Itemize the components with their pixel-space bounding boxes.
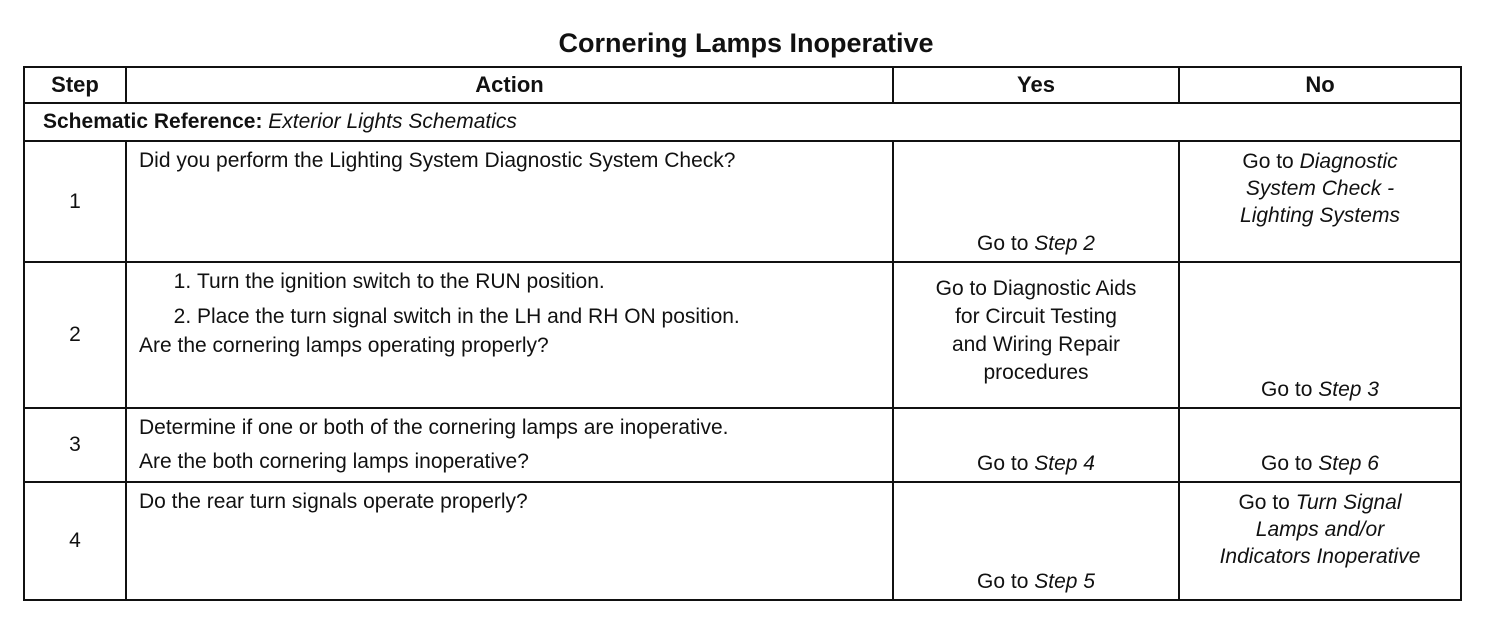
goto-prefix: Go to: [1242, 150, 1294, 173]
procedure-item: 1. Turn the ignition switch to the RUN position.: [197, 269, 882, 295]
schematic-reference-row: [24, 103, 1461, 141]
goto-target[interactable]: Lighting Systems: [1240, 204, 1400, 227]
step-number: 2: [24, 262, 126, 408]
goto-text: procedures: [983, 361, 1089, 384]
action-cell: [126, 141, 893, 262]
question-text: Do the rear turn signals operate properly?: [139, 490, 528, 513]
goto-target[interactable]: Lamps and/or: [1255, 518, 1385, 541]
goto-text: and Wiring Repair: [951, 333, 1121, 356]
statement-text: Determine if one or both of the cornering lamps are inoperative.: [139, 416, 729, 439]
goto-text: Go to Diagnostic Aids: [935, 277, 1137, 300]
question-text: Are the cornering lamps operating properly?: [139, 334, 549, 357]
page-title: Cornering Lamps Inoperative: [558, 28, 934, 58]
table-row: [24, 262, 1461, 408]
step-number: 4: [24, 482, 126, 600]
action-cell: [126, 262, 893, 408]
goto-target[interactable]: Step 3: [1318, 378, 1379, 401]
schematic-reference-label: Schematic Reference:: [43, 110, 263, 133]
table-row: [24, 482, 1461, 600]
yes-goto[interactable]: [894, 263, 1178, 387]
goto-text: for Circuit Testing: [955, 305, 1117, 328]
goto-target[interactable]: Step 2: [1034, 232, 1095, 255]
yes-cell: [893, 408, 1179, 482]
step-number: 1: [24, 141, 126, 262]
goto-prefix: Go to: [1261, 378, 1313, 401]
goto-target[interactable]: Indicators Inoperative: [1219, 545, 1421, 568]
table-row: [24, 141, 1461, 262]
goto-target[interactable]: Step 4: [1034, 452, 1095, 475]
yes-goto[interactable]: [894, 231, 1178, 257]
goto-target[interactable]: Step 6: [1318, 452, 1379, 475]
goto-prefix: Go to: [977, 452, 1029, 475]
procedure-item: 2. Place the turn signal switch in the LH and RH ON position.: [197, 304, 882, 330]
yes-cell: [893, 262, 1179, 408]
header-yes: Yes: [893, 67, 1179, 103]
diagnostic-table: [23, 66, 1462, 601]
header-action: Action: [126, 67, 893, 103]
no-goto[interactable]: [1180, 483, 1460, 570]
yes-goto[interactable]: [894, 451, 1178, 477]
goto-prefix: Go to: [977, 570, 1029, 593]
goto-prefix: Go to: [1238, 491, 1290, 514]
procedure-list: [139, 269, 882, 330]
goto-target[interactable]: Step 5: [1034, 570, 1095, 593]
header-no: No: [1179, 67, 1461, 103]
no-goto[interactable]: [1180, 142, 1460, 229]
schematic-reference-link[interactable]: Exterior Lights Schematics: [268, 110, 517, 133]
header-step: Step: [24, 67, 126, 103]
yes-goto[interactable]: [894, 569, 1178, 595]
question-text: Did you perform the Lighting System Diagnostic System Check?: [139, 149, 736, 172]
action-cell: [126, 408, 893, 482]
yes-cell: [893, 482, 1179, 600]
schematic-reference: [24, 103, 1461, 141]
no-cell: [1179, 482, 1461, 600]
header-row: [24, 67, 1461, 103]
goto-target[interactable]: System Check -: [1245, 177, 1395, 200]
no-cell: [1179, 141, 1461, 262]
no-cell: [1179, 408, 1461, 482]
table-row: [24, 408, 1461, 482]
step-number: 3: [24, 408, 126, 482]
question-text: Are the both cornering lamps inoperative?: [139, 450, 529, 473]
goto-prefix: Go to: [1261, 452, 1313, 475]
action-cell: [126, 482, 893, 600]
goto-target[interactable]: Diagnostic: [1299, 150, 1398, 173]
no-goto[interactable]: [1180, 451, 1460, 477]
yes-cell: [893, 141, 1179, 262]
goto-prefix: Go to: [977, 232, 1029, 255]
no-cell: [1179, 262, 1461, 408]
goto-target[interactable]: Turn Signal: [1295, 491, 1402, 514]
no-goto[interactable]: [1180, 377, 1460, 403]
